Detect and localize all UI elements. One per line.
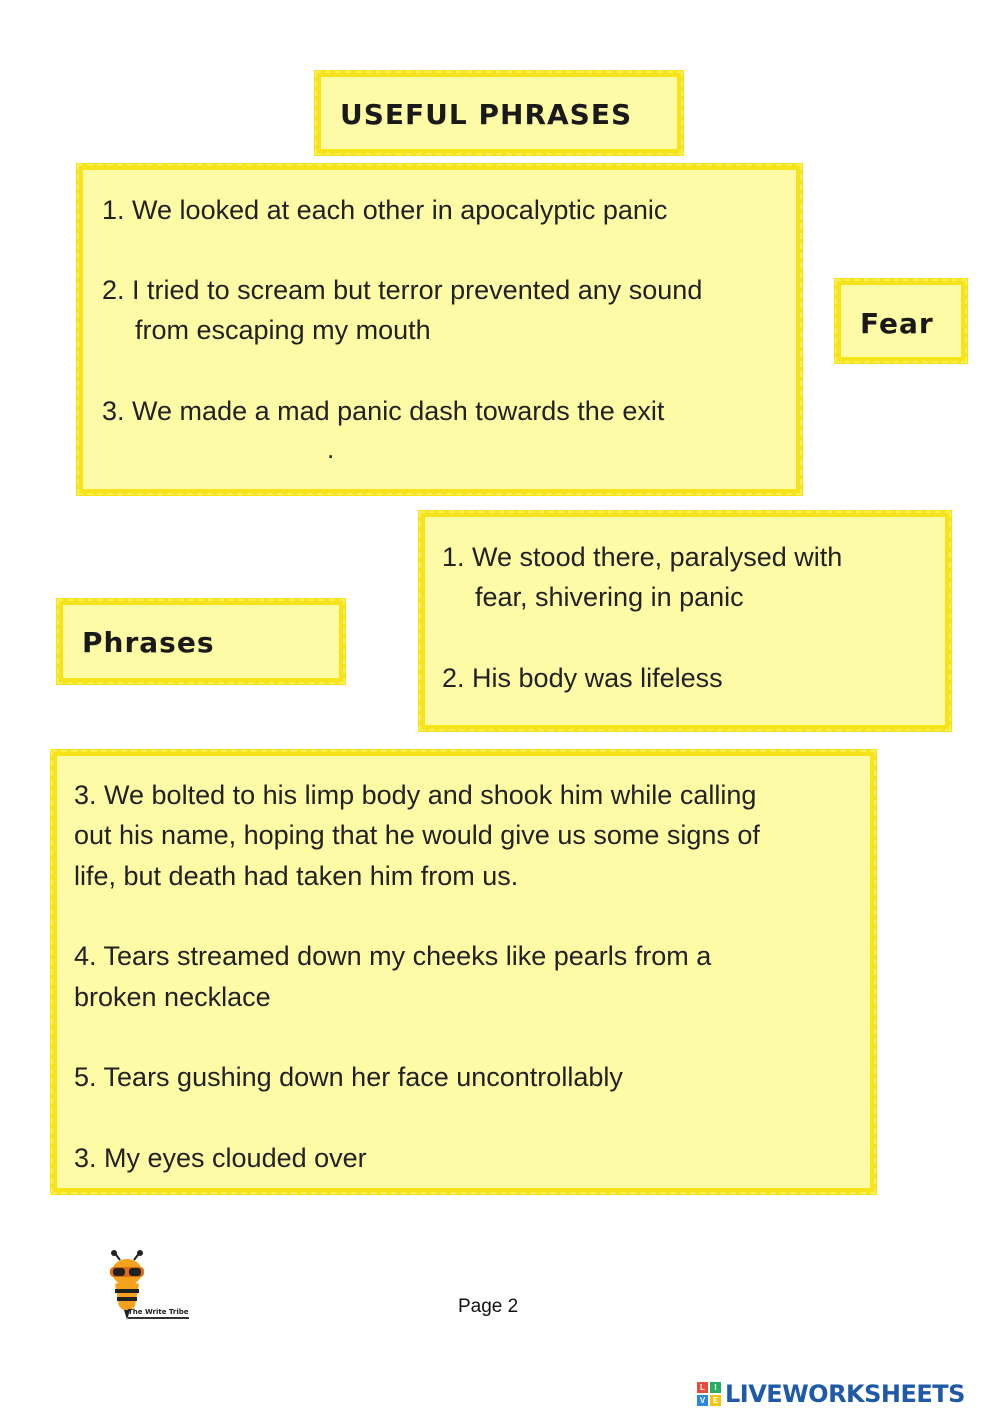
more-phrase-4-l2: broken necklace [74,982,271,1012]
write-tribe-logo [96,1250,206,1326]
brand-icon [697,1382,721,1406]
brand-icon-tile: I [710,1382,721,1393]
more-phrase-3-l2: out his name, hoping that he would give us some signs of [74,820,760,850]
brand-icon-tile: V [697,1395,708,1406]
fear-phrase-1: 1. We looked at each other in apocalyptic panic [102,195,668,225]
more-phrase-5: 5. Tears gushing down her face uncontrollably [74,1062,623,1092]
more-phrase-6: 3. My eyes clouded over [74,1143,367,1173]
fear-label: Fear [860,307,934,340]
brand-icon-tile: E [710,1395,721,1406]
phrases-label: Phrases [82,626,215,659]
phrase-2: 2. His body was lifeless [442,663,723,693]
logo-text: The Write Tribe [128,1308,189,1319]
page-number: Page 2 [458,1296,519,1317]
brand-icon-tile: L [697,1382,708,1393]
phrase-1-cont: fear, shivering in panic [475,582,744,612]
more-phrase-3-l1: 3. We bolted to his limp body and shook him while calling [74,780,757,810]
stray-mark: . [327,434,335,464]
brand-name: LIVEWORKSHEETS [725,1380,965,1408]
phrase-1: 1. We stood there, paralysed with [442,542,843,572]
fear-phrase-2-cont: from escaping my mouth [135,315,431,345]
more-phrase-3-l3: life, but death had taken him from us. [74,861,519,891]
fear-phrase-2: 2. I tried to scream but terror prevented any sound [102,275,703,305]
fear-phrase-3: 3. We made a mad panic dash towards the exit [102,396,665,426]
more-phrase-4-l1: 4. Tears streamed down my cheeks like pearls from a [74,941,712,971]
liveworksheets-brand[interactable] [697,1378,965,1410]
page-title: USEFUL PHRASES [340,98,633,131]
